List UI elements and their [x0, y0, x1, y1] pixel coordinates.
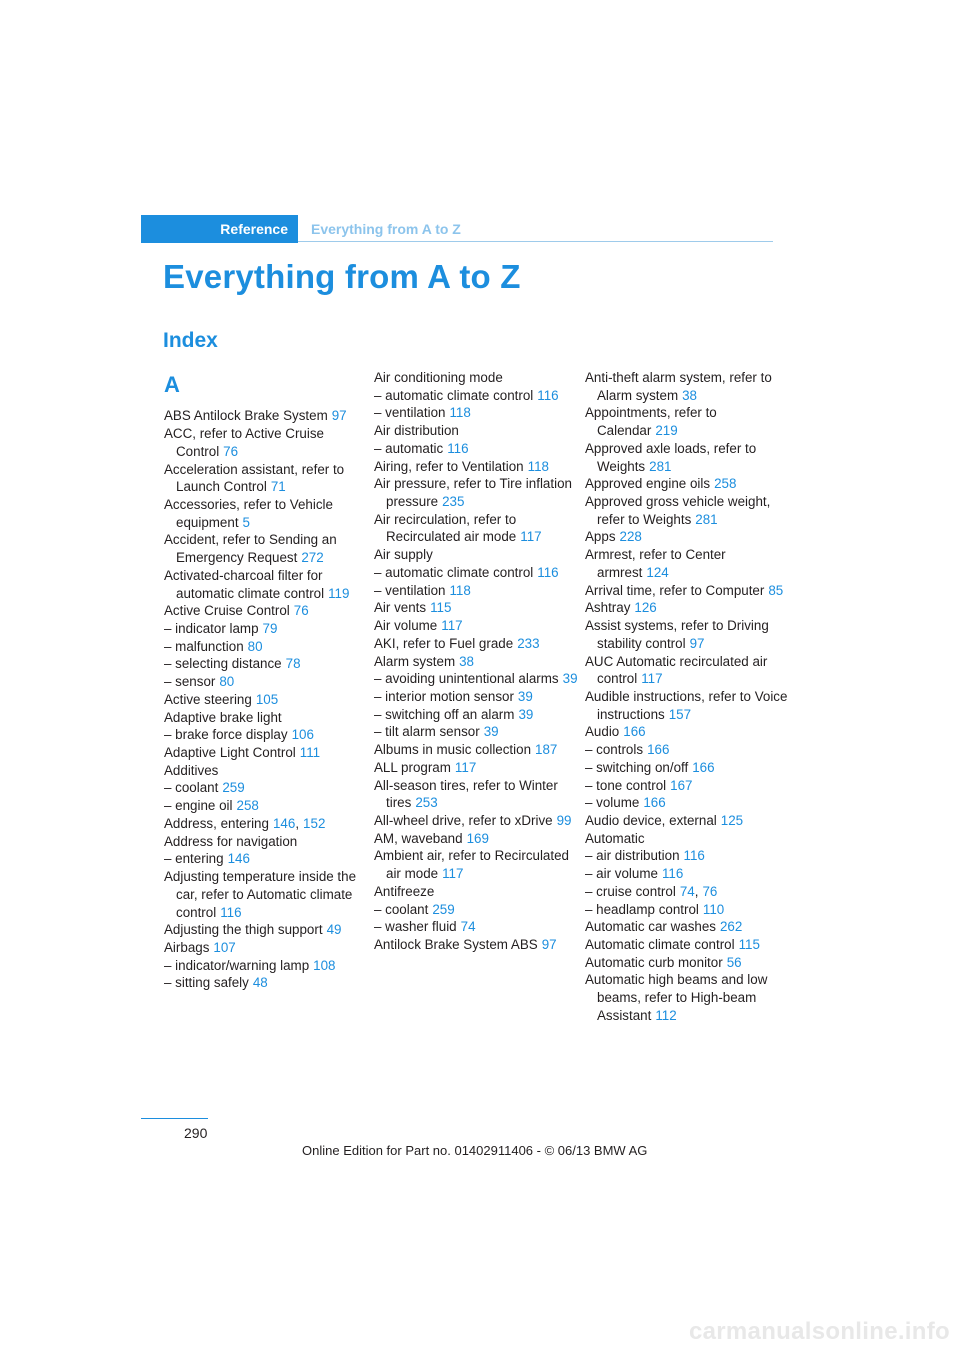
index-entry — [585, 741, 790, 759]
index-entry-text: – sitting safely — [164, 975, 249, 991]
index-entry-text: – brake force display — [164, 727, 288, 743]
index-entry-text: Approved gross vehicle weight, refer to Weights — [585, 494, 771, 527]
page-ref-link[interactable]: 79 — [262, 621, 278, 637]
index-entry-text: – sensor — [164, 674, 216, 690]
page-ref-link[interactable]: 97 — [541, 937, 557, 952]
index-entry-text: – interior motion sensor — [374, 688, 514, 704]
page-ref-link[interactable]: 39 — [517, 688, 533, 704]
index-entry-text: Albums in music collection — [374, 742, 532, 758]
index-entry-text: – air distribution — [585, 848, 680, 864]
index-entry — [585, 918, 790, 936]
page-ref-link[interactable]: 166 — [692, 759, 715, 775]
index-entry-text: – volume — [585, 795, 640, 811]
page-ref-link[interactable]: 253 — [415, 795, 438, 811]
index-entry-text: AKI, refer to Fuel grade — [374, 635, 514, 651]
index-entry — [585, 971, 790, 1024]
page-ref-link[interactable]: 117 — [520, 529, 542, 545]
index-entry-text: – ventilation — [374, 405, 446, 421]
page-ref-link[interactable]: 169 — [466, 830, 489, 846]
page-ref-link[interactable]: 117 — [442, 866, 464, 882]
index-entry — [164, 496, 369, 531]
index-entry-text: Airbags — [164, 939, 210, 955]
index-entry-text: Armrest, refer to Center armrest — [585, 547, 726, 580]
page-ref-link[interactable]: 166 — [647, 742, 670, 758]
index-entry-text: – air volume — [585, 866, 658, 882]
index-entry-text: – malfunction — [164, 638, 244, 654]
index-entry — [585, 582, 790, 600]
page-ref-link[interactable]: 117 — [641, 671, 663, 687]
index-entry-text: Automatic car washes — [585, 919, 716, 935]
index-entry — [585, 528, 790, 546]
index-entry-text: Additives — [164, 762, 219, 778]
page-ref-link[interactable]: 80 — [219, 674, 235, 690]
index-entry — [374, 670, 579, 688]
index-entry — [164, 957, 369, 975]
index-entry — [374, 847, 579, 882]
index-entry — [164, 602, 369, 620]
page-ref-link[interactable]: 119 — [328, 585, 350, 601]
index-entry — [164, 638, 369, 656]
index-entry-text: Air vents — [374, 600, 427, 616]
index-entry-text: Address for navigation — [164, 833, 298, 849]
index-entry — [585, 653, 790, 688]
index-entry-text: – coolant — [164, 780, 219, 796]
index-entry-text: Audio device, external — [585, 812, 717, 828]
page-ref-link[interactable]: 48 — [252, 975, 268, 991]
index-entry-text: Acceleration assistant, refer to Launch Control — [164, 461, 345, 495]
index-entry — [164, 974, 369, 992]
page-ref-link[interactable]: 105 — [255, 691, 279, 707]
page-ref-link[interactable]: 117 — [454, 759, 477, 775]
index-entry-text: – automatic climate control — [374, 387, 534, 403]
index-entry — [585, 493, 790, 528]
index-entry — [164, 620, 369, 638]
index-entry-text: Air distribution — [374, 423, 459, 439]
page-ref-link[interactable]: 74 — [679, 883, 695, 899]
running-header — [141, 215, 773, 243]
index-entry-text: Adjusting temperature inside the car, refer to Automatic climate control — [164, 869, 357, 920]
page-ref-link[interactable]: 152 — [303, 815, 326, 831]
index-entry — [374, 936, 579, 954]
index-entry — [164, 797, 369, 815]
page-ref-link[interactable]: 116 — [220, 904, 242, 920]
index-entry-text: ALL program — [374, 759, 451, 775]
index-entry-text: – ventilation — [374, 582, 446, 598]
index-entry — [164, 921, 369, 939]
index-entry — [585, 936, 790, 954]
index-entry-text: Active steering — [164, 691, 252, 707]
index-entry-text: – engine oil — [164, 798, 233, 814]
index-column-1 — [164, 369, 369, 992]
index-entry — [164, 709, 369, 727]
page-ref-link[interactable]: 166 — [643, 795, 666, 811]
page-ref-link[interactable]: 76 — [223, 443, 239, 459]
index-entry-text: Audio — [585, 724, 620, 740]
page-ref-link[interactable]: 97 — [689, 635, 705, 651]
page-ref-link[interactable]: 157 — [668, 706, 692, 722]
index-entry — [585, 865, 790, 883]
page-ref-link[interactable]: 108 — [313, 957, 336, 973]
watermark: carmanualsonline.info — [688, 1318, 950, 1345]
page-ref-link[interactable]: 38 — [682, 387, 698, 403]
index-entry-text: Audible instructions, refer to Voice instructions — [585, 688, 788, 722]
page-ref-link[interactable]: 115 — [738, 937, 760, 952]
page-ref-link[interactable]: 116 — [537, 564, 559, 580]
index-entry-text: – cruise control — [585, 883, 676, 899]
index-column-2 — [374, 369, 579, 954]
index-entry — [374, 883, 579, 901]
index-entry-text: Ashtray — [585, 600, 631, 616]
page-ref-link[interactable]: 38 — [459, 653, 475, 669]
index-entry — [374, 599, 579, 617]
index-entry — [374, 723, 579, 741]
page-ref-separator: , — [295, 815, 300, 831]
page-ref-link[interactable]: 107 — [213, 939, 236, 955]
index-entry — [164, 850, 369, 868]
index-entry-text: – avoiding unintentional alarms — [374, 671, 559, 687]
index-entry-text: – automatic — [374, 440, 444, 456]
index-entry — [585, 369, 790, 404]
index-entry — [374, 617, 579, 635]
index-entry-text: Air recirculation, refer to Recirculated air mode — [374, 511, 517, 545]
index-entry-text: – switching off an alarm — [374, 706, 515, 722]
index-entry — [374, 706, 579, 724]
index-entry — [164, 726, 369, 744]
index-entry — [164, 691, 369, 709]
page-ref-link[interactable]: 118 — [449, 405, 471, 421]
index-entry — [374, 582, 579, 600]
index-entry — [164, 531, 369, 566]
index-entry — [374, 511, 579, 546]
page-ref-link[interactable]: 80 — [247, 638, 263, 654]
index-entry-text: Anti-theft alarm system, refer to Alarm system — [585, 370, 772, 403]
page-ref-link[interactable]: 99 — [556, 812, 572, 828]
index-entry-text: Alarm system — [374, 653, 456, 669]
index-entry-text: – controls — [585, 742, 644, 758]
index-entry — [585, 847, 790, 865]
index-entry — [585, 688, 790, 723]
index-entry-text: – coolant — [374, 901, 429, 917]
page-ref-link[interactable]: 85 — [768, 582, 784, 598]
index-entry — [374, 688, 579, 706]
footer-edition: Online Edition for Part no. 01402911406 - © 06/13 BMW AG — [302, 1143, 648, 1158]
page-ref-link[interactable]: 167 — [670, 777, 693, 793]
index-entry-text: ACC, refer to Active Cruise Control — [164, 426, 324, 459]
index-entry — [164, 673, 369, 691]
index-entry-text: Automatic — [585, 830, 645, 846]
index-entry — [374, 901, 579, 919]
index-entry-text: Airing, refer to Ventilation — [374, 458, 524, 474]
index-entry — [585, 546, 790, 581]
index-entry — [164, 779, 369, 797]
index-entry-text: – entering — [164, 851, 224, 867]
page-ref-link[interactable]: 5 — [242, 514, 250, 530]
index-entry-text: Ambient air, refer to Recirculated air mode — [374, 848, 569, 882]
index-entry — [374, 759, 579, 777]
index-entry — [585, 883, 790, 901]
page-ref-link[interactable]: 116 — [661, 866, 684, 882]
page-ref-link[interactable]: 56 — [726, 954, 742, 970]
page-ref-link[interactable]: 97 — [331, 408, 347, 424]
index-entry-text: – automatic climate control — [374, 564, 534, 580]
index-entry-text: Adaptive Light Control — [164, 745, 296, 761]
page-title: Everything from A to Z — [163, 258, 521, 295]
index-entry-text: Air pressure, refer to Tire inflation pressure — [374, 476, 572, 510]
index-entry — [164, 744, 369, 762]
page-ref-link[interactable]: 106 — [291, 727, 314, 743]
index-entry-text: Air supply — [374, 547, 433, 563]
index-entry-text: Approved engine oils — [585, 476, 711, 492]
index-entry — [374, 404, 579, 422]
index-entry — [585, 599, 790, 617]
page-ref-link[interactable]: 126 — [634, 600, 657, 616]
index-entry-text: – indicator/warning lamp — [164, 957, 310, 973]
index-entry — [374, 440, 579, 458]
index-entry — [585, 954, 790, 972]
index-entry-text: Antifreeze — [374, 883, 435, 899]
page-ref-link[interactable]: 71 — [270, 479, 286, 495]
index-title: Index — [163, 329, 218, 352]
page-ref-link[interactable]: 166 — [623, 724, 646, 740]
index-entry — [585, 777, 790, 795]
index-entry — [374, 653, 579, 671]
page-ref-link[interactable]: 76 — [702, 883, 718, 899]
index-entry-text: – headlamp control — [585, 901, 699, 917]
page-ref-link[interactable]: 118 — [527, 458, 549, 474]
index-entry-text: Appointments, refer to Calendar — [585, 405, 717, 439]
header-section-tab: Reference — [141, 215, 298, 243]
page-ref-link[interactable]: 228 — [619, 529, 642, 545]
page-ref-link[interactable]: 76 — [293, 603, 309, 619]
page-ref-link[interactable]: 117 — [441, 618, 463, 634]
page-ref-separator: , — [694, 883, 699, 899]
index-entry — [164, 407, 369, 425]
page-ref-link[interactable]: 39 — [483, 724, 499, 740]
index-entry-text: Approved axle loads, refer to Weights — [585, 440, 757, 474]
page-ref-link[interactable]: 146 — [227, 851, 250, 867]
index-entry — [585, 723, 790, 741]
page-ref-link[interactable]: 116 — [537, 387, 559, 403]
index-entry — [585, 830, 790, 848]
page-ref-link[interactable]: 39 — [562, 671, 578, 687]
index-entry — [374, 458, 579, 476]
index-entry — [374, 387, 579, 405]
page-ref-link[interactable]: 116 — [447, 440, 469, 456]
page-ref-link[interactable]: 219 — [655, 423, 678, 439]
index-entry-text: Active Cruise Control — [164, 603, 290, 619]
index-entry-text: – indicator lamp — [164, 621, 259, 637]
page-ref-link[interactable]: 116 — [683, 848, 705, 864]
index-entry-text: Adjusting the thigh support — [164, 922, 323, 938]
index-entry — [164, 868, 369, 921]
index-entry-text: Automatic climate control — [585, 937, 735, 952]
page-ref-link[interactable]: 235 — [442, 494, 465, 510]
index-entry-text: – tilt alarm sensor — [374, 724, 480, 740]
page-ref-link[interactable]: 118 — [449, 582, 471, 598]
index-entry — [164, 815, 369, 833]
index-entry — [374, 812, 579, 830]
index-entry — [164, 461, 369, 496]
page-ref-link[interactable]: 124 — [646, 564, 669, 580]
index-entry-text: Address, entering — [164, 815, 269, 831]
index-letter-heading: A — [164, 372, 180, 397]
index-entry — [374, 369, 579, 387]
page-ref-link[interactable]: 281 — [695, 511, 718, 527]
page-ref-link[interactable]: 115 — [430, 600, 452, 616]
index-entry-text: All-wheel drive, refer to xDrive — [374, 812, 553, 828]
index-entry — [374, 918, 579, 936]
index-entry — [164, 425, 369, 460]
index-entry-text: Apps — [585, 529, 616, 545]
index-entry — [374, 475, 579, 510]
page-ref-link[interactable]: 111 — [299, 745, 321, 761]
page-ref-link[interactable]: 258 — [236, 798, 259, 814]
page-ref-link[interactable]: 112 — [655, 1007, 677, 1023]
index-entry — [164, 939, 369, 957]
page-ref-link[interactable]: 125 — [720, 812, 744, 828]
page-ref-link[interactable]: 78 — [285, 656, 301, 672]
page-ref-link[interactable]: 39 — [518, 706, 534, 722]
page-ref-link[interactable]: 233 — [517, 635, 540, 651]
header-rule — [298, 241, 773, 242]
index-entry — [164, 762, 369, 780]
index-entry-text: Activated-charcoal filter for automatic climate control — [164, 567, 325, 601]
index-entry-text: Antilock Brake System ABS — [374, 937, 538, 952]
index-entry — [585, 617, 790, 652]
index-entry-text: – tone control — [585, 777, 667, 793]
index-entry — [585, 901, 790, 919]
index-entry-text: Automatic curb monitor — [585, 954, 723, 970]
index-entry — [585, 812, 790, 830]
index-entry-text: ABS Antilock Brake System — [164, 408, 328, 424]
footer-rule — [141, 1118, 208, 1119]
index-entry-text: Air volume — [374, 618, 438, 634]
index-entry-text: Arrival time, refer to Computer — [585, 582, 765, 598]
index-entry-text: Accident, refer to Sending an Emergency Request — [164, 532, 337, 566]
header-subsection: Everything from A to Z — [311, 221, 461, 237]
index-entry — [374, 741, 579, 759]
index-entry-text: Automatic high beams and low beams, refer to High-beam Assistant — [585, 972, 768, 1023]
index-entry — [374, 830, 579, 848]
page-ref-link[interactable]: 258 — [714, 476, 737, 492]
index-entry-text: AUC Automatic recirculated air control — [585, 653, 768, 687]
index-entry — [374, 546, 579, 564]
index-entry — [585, 759, 790, 777]
index-entry-text: Accessories, refer to Vehicle equipment — [164, 496, 333, 530]
index-entry — [374, 635, 579, 653]
index-entry — [585, 475, 790, 493]
index-entry — [585, 404, 790, 439]
index-entry — [374, 564, 579, 582]
page-ref-link[interactable]: 146 — [272, 815, 296, 831]
page-ref-link[interactable]: 259 — [432, 901, 455, 917]
index-entry-text: – washer fluid — [374, 919, 457, 935]
index-entry — [374, 777, 579, 812]
index-entry-text: All-season tires, refer to Winter tires — [374, 777, 558, 811]
index-entry — [164, 655, 369, 673]
page-ref-link[interactable]: 187 — [535, 742, 558, 758]
page-ref-link[interactable]: 281 — [649, 458, 672, 474]
page-ref-link[interactable]: 259 — [222, 780, 245, 796]
index-entry — [374, 422, 579, 440]
page-ref-link[interactable]: 74 — [460, 919, 476, 935]
page-ref-link[interactable]: 110 — [702, 901, 725, 917]
index-entry-text: AM, waveband — [374, 830, 463, 846]
index-entry — [585, 794, 790, 812]
page-ref-link[interactable]: 272 — [301, 550, 324, 566]
index-entry-text: Assist systems, refer to Driving stability control — [585, 618, 769, 651]
index-entry — [164, 567, 369, 602]
index-entry — [585, 440, 790, 475]
index-entry-text: Adaptive brake light — [164, 709, 282, 725]
index-entry-text: – selecting distance — [164, 656, 282, 672]
page-ref-link[interactable]: 49 — [326, 922, 342, 938]
index-entry — [164, 833, 369, 851]
page-ref-link[interactable]: 262 — [719, 919, 743, 935]
index-entry-text: – switching on/off — [585, 759, 689, 775]
index-entry-text: Air conditioning mode — [374, 370, 503, 385]
index-column-3 — [585, 369, 790, 1025]
page-number: 290 — [184, 1125, 208, 1141]
